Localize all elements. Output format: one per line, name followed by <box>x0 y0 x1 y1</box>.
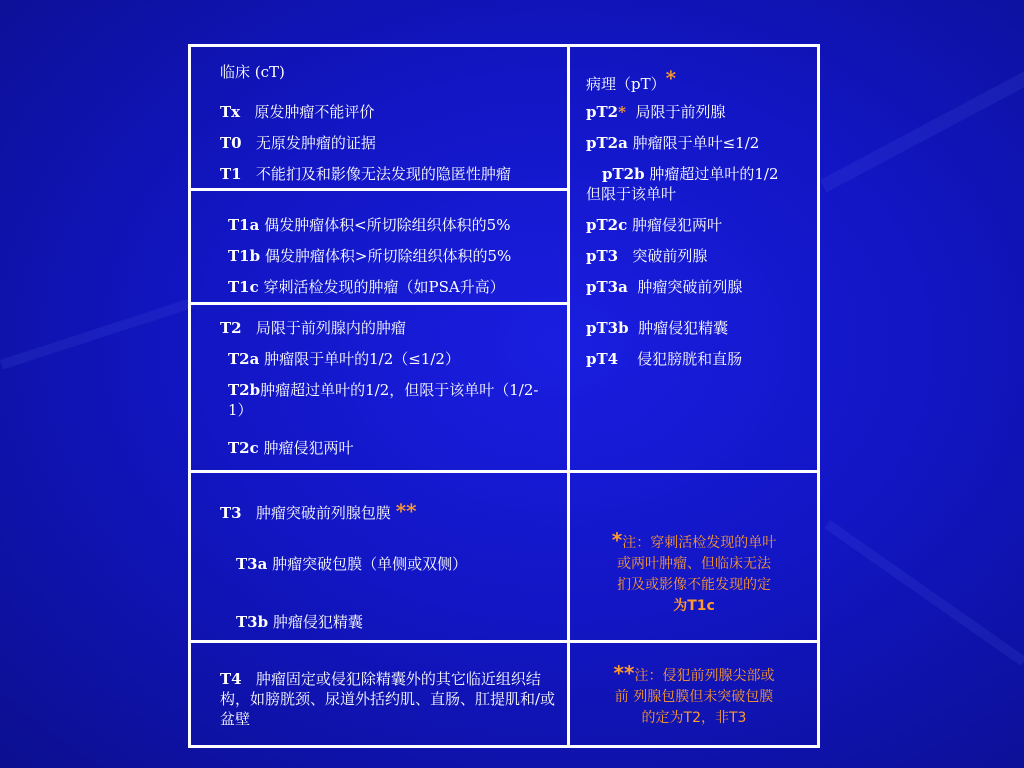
stage-text: 局限于前列腺 <box>635 103 726 121</box>
stage-code: T2b <box>228 381 261 399</box>
footnote-line <box>586 530 802 554</box>
footnote-text: 注：穿刺活检发现的单叶 <box>622 535 777 551</box>
clinical-entry-t4 <box>220 669 565 729</box>
stage-code: pT2a <box>586 134 628 152</box>
footnote-line <box>586 663 802 687</box>
stage-text: 肿瘤突破前列腺 <box>637 278 743 296</box>
staging-table <box>188 44 820 748</box>
pathologic-entry-pt2b-line2: 但限于该单叶 <box>586 185 677 203</box>
stage-code: T2c <box>228 439 259 457</box>
clinical-entry-t3 <box>220 501 417 523</box>
pathologic-entry-pt3 <box>586 246 707 266</box>
stage-text: 肿瘤超过单叶的1/2，但限于该单叶（1/2-1） <box>228 381 539 419</box>
background-streak <box>824 520 1024 666</box>
stage-code: T3a <box>236 555 268 573</box>
footnote-text: 注：侵犯前列腺尖部或 <box>634 668 775 684</box>
stage-code: pT2 <box>586 103 619 121</box>
pathologic-entry-pt2c <box>586 215 722 235</box>
background-streak <box>0 298 193 369</box>
footnote-marker: * <box>618 103 626 121</box>
stage-code: T2a <box>228 350 260 368</box>
stage-text: 侵犯膀胱和直肠 <box>637 350 743 368</box>
footnote-marker: * <box>611 528 623 552</box>
clinical-entry-t1 <box>220 164 511 184</box>
clinical-header: 临床 (cT) <box>220 63 285 81</box>
clinical-entry-t2 <box>220 318 406 338</box>
clinical-entry-t3a <box>236 554 467 574</box>
clinical-entry-t3b <box>236 612 363 632</box>
stage-text: 原发肿瘤不能评价 <box>254 103 375 121</box>
stage-text: 突破前列腺 <box>632 247 708 265</box>
stage-text: 穿刺活检发现的肿瘤（如PSA升高） <box>263 278 505 296</box>
stage-code: T2 <box>220 319 242 337</box>
stage-text: 肿瘤侵犯两叶 <box>263 439 354 457</box>
clinical-entry-t0 <box>220 133 376 153</box>
stage-text: 肿瘤固定或侵犯除精囊外的其它临近组织结构，如膀胱颈、尿道外括约肌、直肠、肛提肌和/或盆壁 <box>220 670 556 728</box>
stage-text: 肿瘤侵犯精囊 <box>272 613 363 631</box>
footnote-t2 <box>586 663 802 729</box>
stage-text: 局限于前列腺内的肿瘤 <box>255 319 406 337</box>
stage-text: 偶发肿瘤体积<所切除组织体积的5% <box>264 216 511 234</box>
stage-text: 无原发肿瘤的证据 <box>255 134 376 152</box>
footnote-line: 的定为T2，非T3 <box>641 710 747 726</box>
row-divider <box>188 302 568 305</box>
row-divider <box>188 188 568 191</box>
pathologic-entry-pt2a <box>586 133 759 153</box>
footnote-marker: ** <box>613 661 635 685</box>
stage-code: pT3a <box>586 278 628 296</box>
stage-text: 肿瘤限于单叶≤1/2 <box>632 134 760 152</box>
stage-code: pT3 <box>586 247 619 265</box>
stage-code: T4 <box>220 670 242 688</box>
stage-text: 肿瘤突破包膜（单侧或双侧） <box>272 555 468 573</box>
footnote-t1c <box>586 530 802 617</box>
stage-code: pT4 <box>586 350 619 368</box>
stage-code: pT2c <box>586 216 628 234</box>
table-border-top <box>188 44 820 47</box>
pathologic-entry-pt3b <box>586 318 728 338</box>
pathologic-entry-pt2 <box>586 102 726 122</box>
row-divider <box>188 470 820 473</box>
stage-code: T1a <box>228 216 260 234</box>
stage-code: pT3b <box>586 319 629 337</box>
row-divider <box>188 640 820 643</box>
footnote-marker: * <box>665 66 677 90</box>
background-streak <box>820 58 1024 192</box>
clinical-entry-t1a <box>228 215 510 235</box>
stage-text: 肿瘤限于单叶的1/2（≤1/2） <box>264 350 460 368</box>
stage-code: T0 <box>220 134 242 152</box>
table-border-bottom <box>188 745 820 748</box>
footnote-line: 为T1c <box>673 598 715 614</box>
pathologic-entry-pt3a <box>586 277 742 297</box>
stage-text: 肿瘤超过单叶的1/2 <box>649 165 779 183</box>
stage-code: pT2b <box>602 165 645 183</box>
stage-code: T1b <box>228 247 261 265</box>
clinical-entry-t2b <box>228 380 548 420</box>
table-border-right <box>817 44 820 748</box>
stage-code: Tx <box>220 103 241 121</box>
pathologic-entry-pt2b <box>602 164 779 184</box>
footnote-line: 前 列腺包膜但未突破包膜 <box>614 689 774 705</box>
column-divider <box>567 44 570 748</box>
pathologic-header-label: 病理（pT） <box>586 75 666 93</box>
stage-text: 偶发肿瘤体积>所切除组织体积的5% <box>264 247 512 265</box>
footnote-line: 扪及或影像不能发现的定 <box>617 577 771 593</box>
pathologic-entry-pt4 <box>586 349 742 369</box>
clinical-entry-t2a <box>228 349 460 369</box>
clinical-entry-t1c <box>228 277 505 297</box>
stage-text: 肿瘤突破前列腺包膜 <box>255 504 391 522</box>
clinical-entry-tx <box>220 102 374 122</box>
stage-text: 肿瘤侵犯精囊 <box>638 319 729 337</box>
pathologic-header <box>586 68 676 94</box>
clinical-entry-t1b <box>228 246 511 266</box>
stage-code: T3b <box>236 613 269 631</box>
footnote-marker: ** <box>395 499 417 523</box>
stage-text: 不能扪及和影像无法发现的隐匿性肿瘤 <box>255 165 511 183</box>
stage-code: T1 <box>220 165 242 183</box>
footnote-line: 或两叶肿瘤、但临床无法 <box>617 556 771 572</box>
stage-code: T1c <box>228 278 259 296</box>
clinical-entry-t2c <box>228 438 354 458</box>
stage-text: 肿瘤侵犯两叶 <box>632 216 723 234</box>
table-border-left <box>188 44 191 748</box>
stage-code: T3 <box>220 504 242 522</box>
